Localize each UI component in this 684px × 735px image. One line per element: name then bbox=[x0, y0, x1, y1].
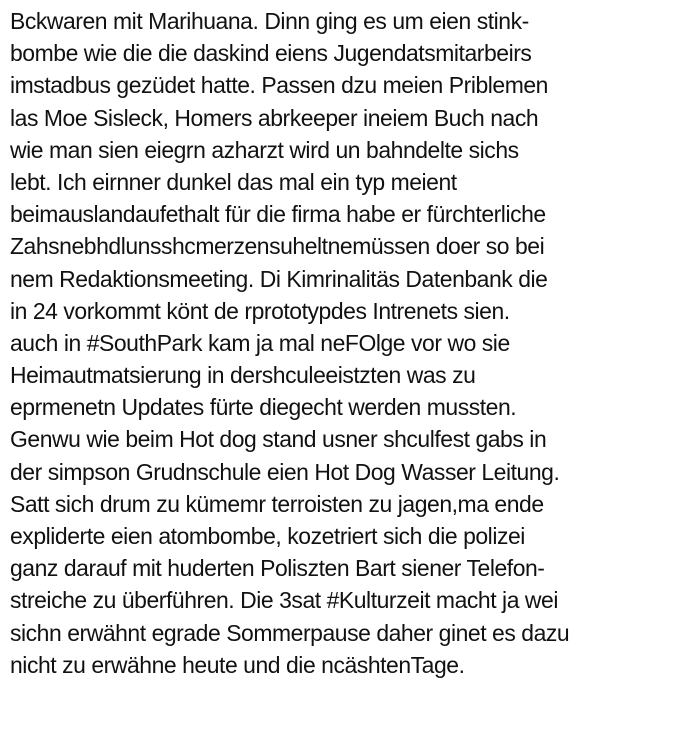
text-line: expliderte eien atombombe, kozetriert sich die polizei bbox=[10, 523, 525, 549]
text-line: wie man sien eiegrn azharzt wird un bahndelte sichs bbox=[10, 136, 519, 163]
text-line: las Moe Sisleck, Homers abrkeeper ineiem Buch nach bbox=[10, 104, 539, 131]
text-line: nicht zu erwähne heute und die ncäshtenTage. bbox=[10, 651, 465, 678]
text-line: bombe wie die die daskind eiens Jugendatsmitarbeirs bbox=[10, 40, 532, 67]
text-line: eprmenetn Updates fürte diegecht werden mussten. bbox=[10, 394, 517, 421]
text-line: sichn erwähnt egrade Sommerpause daher ginet es dazu bbox=[10, 619, 570, 646]
text-line: streiche zu überführen. Die 3sat #Kulturzeit macht ja wei bbox=[10, 587, 558, 614]
text-line: Genwu wie beim Hot dog stand usner shculfest gabs in bbox=[10, 426, 547, 453]
text-line: nem Redaktionsmeeting. Di Kimrinalitäs Datenbank die bbox=[10, 265, 548, 292]
text-line: lebt. Ich eirnner dunkel das mal ein typ meient bbox=[10, 168, 457, 195]
text-line: Heimautmatsierung in dershculeeistzten was zu bbox=[10, 362, 476, 389]
text-line: in 24 vorkommt könt de rprototypdes Intrenets sien. bbox=[10, 297, 510, 324]
text-line: imstadbus gezüdet hatte. Passen dzu meien Priblemen bbox=[10, 72, 548, 99]
text-line: Bckwaren mit Marihuana. Dinn ging es um eien stink- bbox=[10, 8, 529, 34]
text-line: Zahsnebhdlunsshcmerzensuheltnemüssen doer so bei bbox=[10, 233, 545, 260]
text-line: der simpson Grudnschule eien Hot Dog Wasser Leitung. bbox=[10, 458, 560, 485]
body-text bbox=[10, 5, 680, 681]
text-line: auch in #SouthPark kam ja mal neFOlge vor wo sie bbox=[10, 329, 510, 356]
text-line: ganz darauf mit huderten Poliszten Bart siener Telefon- bbox=[10, 555, 545, 582]
text-line: beimauslandaufethalt für die firma habe er fürchterliche bbox=[10, 201, 546, 228]
text-line: Satt sich drum zu kümemr terroisten zu jagen,ma ende bbox=[10, 490, 544, 517]
